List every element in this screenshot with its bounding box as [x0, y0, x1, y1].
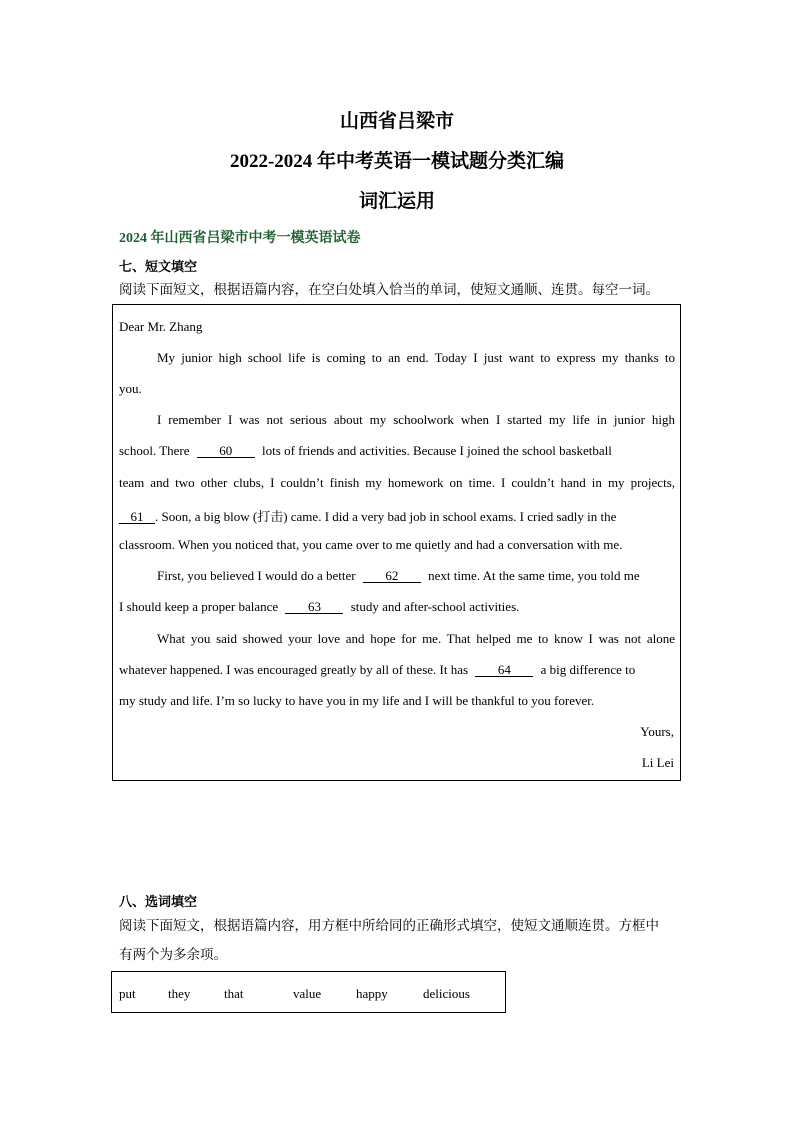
blank-62[interactable]: 62: [363, 569, 421, 583]
section7-heading: 七、短文填空: [119, 259, 198, 274]
blank-63[interactable]: 63: [285, 600, 343, 614]
exam-title: 2024 年山西省吕梁市中考一模英语试卷: [119, 231, 361, 246]
doc-title-main: 2022-2024 年中考英语一模试题分类汇编: [229, 151, 565, 172]
passage-line: [119, 599, 519, 615]
letter-closing: Yours,: [640, 724, 674, 739]
passage-text: a big difference to: [540, 662, 636, 677]
passage-text: next time. At the same time, you told me: [428, 568, 640, 583]
doc-title-topic: 词汇运用: [358, 191, 435, 212]
passage-line: you.: [119, 381, 142, 396]
word-bank-item: delicious: [423, 986, 470, 1001]
word-bank-item: value: [293, 986, 322, 1001]
word-bank-item: that: [224, 986, 244, 1001]
word-bank-item: put: [119, 986, 136, 1001]
passage-text: . Soon, a big blow (打击) came. I did a very bad job in school exams. I cried sadly in the: [155, 509, 617, 524]
passage-line: My junior high school life is coming to an end. Today I just want to express my thanks to: [157, 350, 675, 365]
passage-text: I should keep a proper balance: [119, 599, 279, 614]
doc-title-region: 山西省吕梁市: [339, 111, 454, 132]
passage-line: [119, 443, 612, 459]
passage-text: study and after-school activities.: [350, 599, 520, 614]
blank-61[interactable]: 61: [119, 510, 155, 524]
passage-line: [157, 568, 675, 584]
section8-instruction: 有两个为多余项。: [119, 947, 227, 962]
word-bank-item: happy: [356, 986, 388, 1001]
section8-instruction: 阅读下面短文，根据语篇内容，用方框中所给同的正确形式填空，使短文通顺连贯。方框中: [119, 918, 659, 933]
blank-64[interactable]: 64: [475, 663, 533, 677]
section8-heading: 八、选词填空: [119, 894, 198, 909]
letter-signature: Li Lei: [641, 755, 674, 770]
passage-line: my study and life. I’m so lucky to have you in my life and I will be thankful to you forever.: [119, 693, 595, 708]
passage-line: [119, 662, 635, 678]
passage-text: school. There: [119, 443, 190, 458]
passage-line: classroom. When you noticed that, you came over to me quietly and had a conversation with me.: [119, 537, 623, 552]
passage-text: whatever happened. I was encouraged greatly by all of these. It has: [119, 662, 469, 677]
passage-line: I remember I was not serious about my schoolwork when I started my life in junior high: [157, 412, 675, 427]
passage-line: What you said showed your love and hope for me. That helped me to know I was not alone: [157, 631, 675, 646]
passage-line: [119, 506, 616, 525]
word-bank-item: they: [168, 986, 191, 1001]
passage-line: team and two other clubs, I couldn’t finish my homework on time. I couldn’t hand in my projects,: [119, 475, 675, 490]
section7-instruction: 阅读下面短文，根据语篇内容，在空白处填入恰当的单词，使短文通顺、连贯。每空一词。: [119, 282, 659, 297]
passage-text: First, you believed I would do a better: [157, 568, 356, 583]
passage-text: lots of friends and activities. Because I joined the school basketball: [262, 443, 612, 458]
blank-60[interactable]: 60: [197, 444, 255, 458]
letter-greeting: Dear Mr. Zhang: [119, 319, 203, 334]
